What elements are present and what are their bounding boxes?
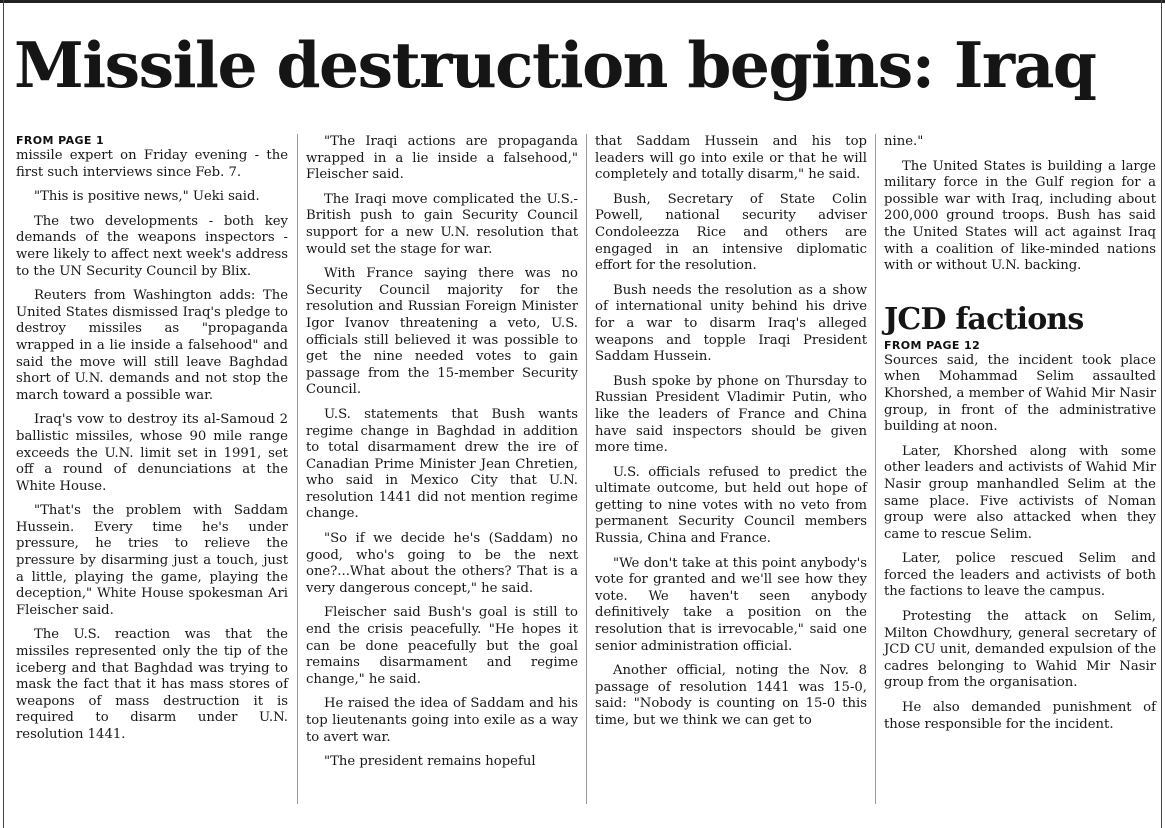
jcd-factions-headline: JCD factions: [884, 301, 1084, 337]
article-column-2: [306, 134, 578, 779]
paragraph: "This is positive news," Ueki said.: [34, 189, 260, 205]
paragraph: "So if we decide he's (Saddam) no good, who's going to be the next one?...What about the others? That is a very dangerous concept," he said.: [306, 531, 578, 596]
paragraph: that Saddam Hussein and his top leaders will go into exile or that he will completely and totally disarm," he said.: [595, 134, 867, 183]
paragraph: U.S. statements that Bush wants regime change in Baghdad in addition to total disarmament drew the ire of Canadian Prime Minister Jean Chretien, who said in Mexico City that U.N. resolution 1441 did not mention regime change.: [306, 406, 578, 522]
paragraph: The two developments - both key demands of the weapons inspectors - were likely to affect next week's address to the UN Security Council by Blix.: [16, 213, 288, 279]
article-column-1: [16, 134, 288, 752]
headline: Missile destruction begins: Iraq: [14, 28, 1096, 102]
paragraph: Another official, noting the Nov. 8 passage of resolution 1441 was 15-0, said: "Nobody is counting on 15-0 this time, but we think we can get to: [595, 663, 867, 728]
paragraph: "The president remains hopeful: [324, 754, 536, 770]
paragraph: The U.S. reaction was that the missiles represented only the tip of the iceberg and that Baghdad was trying to mask the fact that it has mass stores of weapons of mass destruction it is required to disarm under U.N. resolution 1441.: [16, 627, 288, 742]
right-border-rule: [1161, 0, 1162, 828]
kicker-from-page-12: FROM PAGE 12: [884, 338, 981, 352]
paragraph: Later, Khorshed along with some other leaders and activists of Wahid Mir Nasir group manhandled Selim at the same place. Five activists of Noman group were also attacked when they came to rescue Selim.: [884, 443, 1156, 542]
paragraph: Iraq's vow to destroy its al-Samoud 2 ballistic missiles, whose 90 mile range exceeds the U.N. limit set in 1991, set off a round of denunciations at the White House.: [16, 412, 288, 494]
kicker-from-page-1: FROM PAGE 1: [16, 134, 105, 147]
paragraph: Bush, Secretary of State Colin Powell, national security adviser Condoleezza Rice and others are engaged in an intensive diplomatic effort for the resolution.: [595, 191, 867, 274]
paragraph: Sources said, the incident took place when Mohammad Selim assaulted Khorshed, a member of Wahid Mir Nasir group, in front of the administrative building at noon.: [884, 352, 1156, 435]
paragraph: "That's the problem with Saddam Hussein. Every time he's under pressure, he tries to relieve the pressure by disarming just a touch, just a little, playing the game, playing the deception," White House spokesman Ari Fleischer said.: [16, 503, 288, 618]
paragraph: Bush needs the resolution as a show of international unity behind his drive for a war to disarm Iraq's alleged weapons and topple Iraqi President Saddam Hussein.: [595, 282, 867, 365]
column-divider: [586, 134, 587, 804]
column-divider: [297, 134, 298, 804]
article-column-4: [884, 134, 1156, 741]
paragraph: The Iraqi move complicated the U.S.-British push to gain Security Council support for a new U.N. resolution that would set the stage for war.: [306, 191, 578, 257]
left-border-rule: [3, 0, 4, 828]
paragraph: Reuters from Washington adds: The United States dismissed Iraq's pledge to destroy missiles as "propaganda wrapped in a lie inside a falsehood" and said the move will still leave Baghdad short of U.N. demands and not stop the march toward a possible war.: [16, 288, 288, 403]
paragraph: U.S. officials refused to predict the ultimate outcome, but held out hope of getting to nine votes with no veto from permanent Security Council members Russia, China and France.: [595, 464, 867, 547]
paragraph: Protesting the attack on Selim, Milton Chowdhury, general secretary of JCD CU unit, demanded expulsion of the cadres belonging to Wahid Mir Nasir group from the organisation.: [884, 609, 1156, 691]
article-column-3: [595, 134, 867, 738]
paragraph: He raised the idea of Saddam and his top lieutenants going into exile as a way to avert war.: [306, 696, 578, 745]
paragraph: Bush spoke by phone on Thursday to Russian President Vladimir Putin, who like the leaders of France and China have said inspectors should be given more time.: [595, 373, 867, 456]
paragraph: Fleischer said Bush's goal is still to end the crisis peacefully. "He hopes it can be done peacefully but the goal remains disarmament and regime change," he said.: [306, 605, 578, 687]
paragraph: missile expert on Friday evening - the first such interviews since Feb. 7.: [16, 148, 288, 180]
paragraph: He also demanded punishment of those responsible for the incident.: [884, 700, 1156, 732]
paragraph: With France saying there was no Security Council majority for the resolution and Russian Foreign Minister Igor Ivanov threatening a veto, U.S. officials still believed it was possible to get the nine needed votes to gain passage from the 15-member Security Council.: [306, 266, 578, 398]
top-border-rule: [0, 0, 1165, 3]
paragraph: nine.": [884, 134, 924, 149]
paragraph: The United States is building a large military force in the Gulf region for a possible war with Iraq, including about 200,000 ground troops. Bush has said the United States will act against Iraq with a coalition of like-minded nations with or without U.N. backing.: [884, 158, 1156, 274]
column-divider: [875, 134, 876, 804]
paragraph: Later, police rescued Selim and forced the leaders and activists of both the factions to leave the campus.: [884, 551, 1156, 600]
paragraph: "We don't take at this point anybody's vote for granted and we'll see how they vote. We haven't seen anybody definitively take a position on the resolution that is irrevocable," said one senior administration official.: [595, 555, 867, 654]
paragraph: "The Iraqi actions are propaganda wrapped in a lie inside a falsehood," Fleischer said.: [306, 134, 578, 183]
